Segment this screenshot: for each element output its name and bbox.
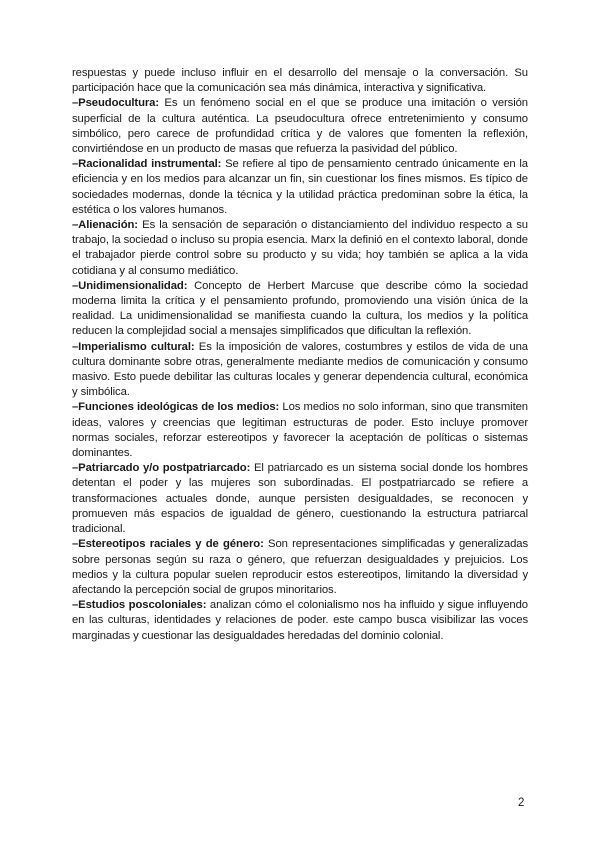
- entry-text: El patriarcado es un sistema social donde los hombres detentan el poder y las mujeres son subordinadas. El postpatriarcado se refiere a transformaciones actuales donde, aunque persisten desigualdades, se reconocen y promueven más espacios de igualdad de género, cuestionando la estructura patriarcal tradicional.: [72, 462, 528, 536]
- entry-patriarcado: [72, 461, 528, 537]
- entry-text: Es la imposición de valores, costumbres y estilos de vida de una cultura dominante sobre otras, generalmente mediante medios de comunicación y consumo masivo. Esto puede debilitar las culturas locales y generar dependencia cultural, económica y simbólica.: [72, 340, 528, 399]
- entry-text: Son representaciones simplificadas y generalizadas sobre personas según su raza o género, que refuerzan desigualdades y prejuicios. Los medios y la cultura popular suelen reproducir estos estereotipos, limitando la diversidad y afectando la percepción social de grupos minoritarios.: [72, 538, 529, 596]
- intro-paragraph: respuestas y puede incluso influir en el desarrollo del mensaje o la conversación. Su participación hace que la comunicación sea más dinámica, interactiva y significativa.: [72, 67, 528, 95]
- entry-imperialismo-cultural: [72, 340, 528, 401]
- entry-text: Se refiere al tipo de pensamiento centrado únicamente en la eficiencia y en los medios para alcanzar un fin, sin cuestionar los fines mismos. Es típico de sociedades modernas, donde la técnica y la utilidad práctica predominan sobre la ética, la estética o los valores humanos.: [72, 158, 528, 216]
- entry-text: Los medios no solo informan, sino que transmiten ideas, valores y creencias que legitiman estructuras de poder. Esto incluye promover normas sociales, reforzar estereotipos y favorecer la aceptación de políticas o sistemas dominantes.: [72, 401, 528, 460]
- document-body: [72, 66, 528, 644]
- entry-text: Concepto de Herbert Marcuse que describe cómo la sociedad moderna limita la crítica y el pensamiento profundo, promoviendo una visión única de la realidad. La unidimensionalidad se manifiesta cuando la cultura, los medios y la política reducen la complejidad social a mensajes simplificados que dificultan la reflexión.: [72, 279, 528, 338]
- entry-term: –Pseudocultura:: [72, 97, 160, 110]
- entry-racionalidad-instrumental: [72, 157, 528, 218]
- entry-term: –Estudios poscoloniales:: [72, 599, 207, 612]
- entry-term: –Patriarcado y/o postpatriarcado:: [72, 462, 251, 475]
- entry-text: Es la sensación de separación o distanciamiento del individuo respecto a su trabajo, la sociedad o incluso su propia esencia. Marx la definió en el contexto laboral, donde el trabajador pierde control sobre su producto y su vida; hoy también se aplica a la vida cotidiana y al consumo mediático.: [72, 219, 528, 277]
- entry-estudios-poscoloniales: [72, 598, 528, 644]
- entry-text: analizan cómo el colonialismo nos ha influido y sigue influyendo en las culturas, identidades y relaciones de poder. este campo busca visibilizar las voces marginadas y cuestionar las desigualdades heredadas del dominio colonial.: [72, 599, 528, 642]
- entry-pseudocultura: [72, 96, 528, 157]
- entry-alienacion: [72, 218, 528, 279]
- entry-term: –Imperialismo cultural:: [72, 340, 195, 353]
- page-number: 2: [518, 797, 525, 809]
- entry-unidimensionalidad: [72, 279, 528, 340]
- entry-estereotipos: [72, 537, 528, 598]
- entry-text: Es un fenómeno social en el que se produce una imitación o versión superficial de la cultura auténtica. La pseudocultura ofrece entretenimiento y consumo simbólico, pero carece de profundidad crítica y de valores que fomenten la reflexión, convirtiéndose en un producto de masas que refuerza la pasividad del público.: [72, 97, 528, 156]
- entry-term: –Alienación:: [72, 219, 138, 232]
- entry-term: –Estereotipos raciales y de género:: [72, 538, 264, 551]
- entry-term: –Racionalidad instrumental:: [72, 158, 222, 171]
- entry-term: –Funciones ideológicas de los medios:: [72, 401, 280, 414]
- entry-funciones-ideologicas: [72, 400, 528, 461]
- entry-term: –Unidimensionalidad:: [72, 279, 188, 292]
